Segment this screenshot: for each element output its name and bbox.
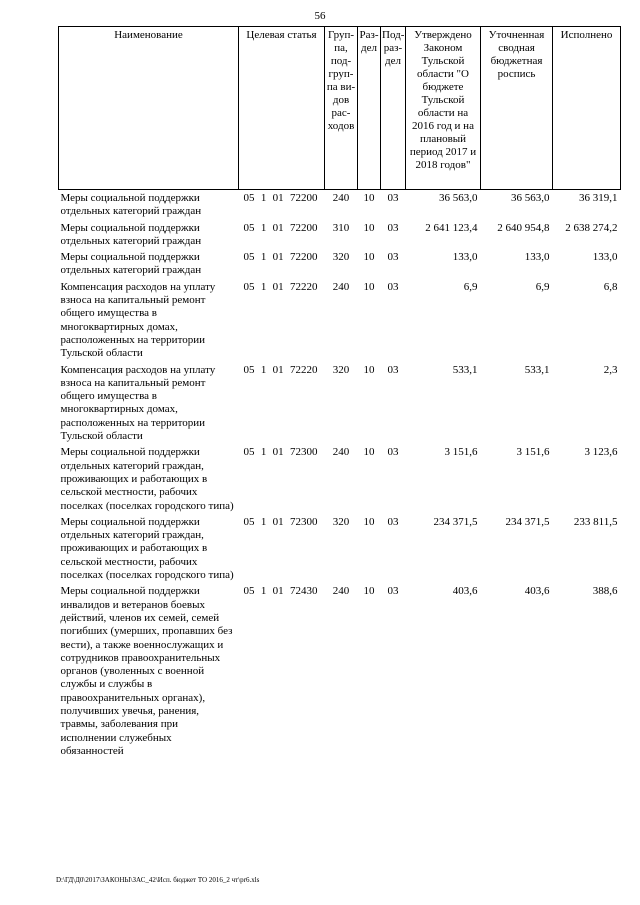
table-row	[59, 190, 621, 222]
row-approved: 533,1	[452, 363, 478, 376]
table-row	[59, 516, 621, 585]
row-subsection: 03	[387, 446, 399, 459]
row-executed: 388,6	[592, 585, 618, 598]
target-code-part: 72220	[289, 280, 318, 293]
row-group: 240	[332, 585, 350, 598]
row-refined: 533,1	[524, 363, 550, 376]
header-executed: Исполнено	[553, 27, 621, 190]
row-target	[239, 516, 325, 585]
row-target	[239, 281, 325, 364]
target-code-part: 1	[260, 446, 267, 459]
row-name: Меры социальной поддержки отдельных категорий граждан, проживающих и работающих в сельской местности, рабочих поселках (поселках городского типа)	[60, 515, 234, 582]
row-name: Меры социальной поддержки инвалидов и ветеранов боевых действий, членов их семей, семей погибших (умерших, пропавших без вести), а также военнослужащих и сотрудников правоохранительных органов (уволенных с военной службы и службы в правоохранительных органах), получивших увечья, ранения, травмы, заболевания при исполнении служебных обязанностей	[60, 585, 233, 757]
row-target	[239, 446, 325, 515]
target-code-part: 05	[243, 192, 255, 204]
row-executed: 36 319,1	[579, 192, 618, 204]
row-group: 320	[332, 363, 350, 376]
target-code-part: 05	[243, 221, 255, 234]
row-refined: 234 371,5	[505, 515, 550, 528]
row-name: Меры социальной поддержки отдельных категорий граждан	[60, 221, 202, 247]
row-subsection: 03	[387, 221, 399, 234]
row-refined: 403,6	[524, 585, 550, 598]
row-section: 10	[363, 280, 375, 293]
target-code-part: 05	[243, 515, 255, 528]
header-name: Наименование	[59, 27, 239, 190]
row-group: 240	[332, 446, 350, 459]
target-code-part: 72200	[289, 251, 318, 264]
target-code-part: 05	[243, 446, 255, 459]
row-section: 10	[363, 446, 375, 459]
target-code-part: 72430	[289, 585, 318, 598]
target-code-part: 1	[260, 363, 267, 376]
row-target	[239, 190, 325, 222]
row-executed: 6,8	[603, 280, 618, 293]
target-code-part: 1	[260, 192, 267, 204]
target-code-part: 1	[260, 585, 267, 598]
row-group: 320	[332, 515, 350, 528]
row-approved: 234 371,5	[433, 515, 478, 528]
target-code-part: 1	[260, 221, 267, 234]
target-code-part: 01	[272, 446, 284, 459]
row-approved: 2 641 123,4	[425, 221, 478, 234]
row-approved: 6,9	[463, 280, 478, 293]
row-section: 10	[363, 585, 375, 598]
row-executed: 2,3	[603, 363, 618, 376]
row-refined: 6,9	[535, 280, 550, 293]
header-subsection: Под- раз- дел	[381, 27, 406, 190]
target-code-part: 05	[243, 585, 255, 598]
table-row	[59, 446, 621, 515]
row-name: Меры социальной поддержки отдельных категорий граждан	[60, 251, 202, 277]
target-code-part: 1	[260, 515, 267, 528]
row-section: 10	[363, 221, 375, 234]
header-target: Целевая статья	[239, 27, 325, 190]
row-approved: 133,0	[452, 251, 478, 264]
row-subsection: 03	[387, 192, 399, 204]
row-group: 320	[332, 251, 350, 264]
budget-table	[58, 26, 621, 761]
target-code-part: 72200	[289, 192, 318, 204]
target-code-part: 05	[243, 363, 255, 376]
target-code-part: 05	[243, 280, 255, 293]
header-approved: Утверждено Законом Тульской области "О бюджете Тульской области на 2016 год и на плановый период 2017 и 2018 годов"	[406, 27, 481, 190]
row-name: Компенсация расходов на уплату взноса на капитальный ремонт общего имущества в многоквартирных домах, расположенных на территории Тульской области	[60, 280, 216, 360]
row-subsection: 03	[387, 585, 399, 598]
page-number: 56	[314, 10, 326, 22]
row-approved: 403,6	[452, 585, 478, 598]
row-refined: 3 151,6	[516, 446, 550, 459]
row-subsection: 03	[387, 515, 399, 528]
row-refined: 133,0	[524, 251, 550, 264]
target-code-part: 1	[260, 251, 267, 264]
header-section: Раз- дел	[358, 27, 381, 190]
target-code-part: 01	[272, 221, 284, 234]
target-code-part: 01	[272, 280, 284, 293]
target-code-part: 01	[272, 515, 284, 528]
target-code-part: 01	[272, 251, 284, 264]
target-code-part: 1	[260, 280, 267, 293]
table-row	[59, 222, 621, 252]
row-group: 240	[332, 192, 350, 204]
row-executed: 233 811,5	[573, 515, 618, 528]
table-row	[59, 364, 621, 447]
row-executed: 2 638 274,2	[565, 221, 618, 234]
file-path: D:\ГД\Д0\2017\ЗАКОНЫ\ЗАС_42\Исп. бюджет ТО 2016_2 чт\pr6.xls	[56, 876, 260, 884]
header-row	[59, 27, 621, 190]
row-section: 10	[363, 515, 375, 528]
row-name: Меры социальной поддержки отдельных категорий граждан, проживающих и работающих в сельской местности, рабочих поселках (поселках городского типа)	[60, 446, 234, 512]
target-code-part: 05	[243, 251, 255, 264]
row-target	[239, 222, 325, 252]
table-row	[59, 281, 621, 364]
row-refined: 2 640 954,8	[497, 221, 550, 234]
row-target	[239, 251, 325, 281]
target-code-part: 01	[272, 192, 284, 204]
row-executed: 133,0	[592, 251, 618, 264]
target-code-part: 72200	[289, 221, 318, 234]
row-target	[239, 364, 325, 447]
row-subsection: 03	[387, 251, 399, 264]
header-group: Груп- па, под- груп- па ви- дов рас- ходов	[325, 27, 358, 190]
target-code-part: 72300	[289, 446, 318, 459]
target-code-part: 72220	[289, 363, 318, 376]
header-refined: Уточненная сводная бюджетная роспись	[481, 27, 553, 190]
target-code-part: 01	[272, 363, 284, 376]
table-row	[59, 251, 621, 281]
row-executed: 3 123,6	[584, 446, 618, 459]
row-group: 310	[332, 221, 350, 234]
row-subsection: 03	[387, 363, 399, 376]
row-approved: 3 151,6	[444, 446, 478, 459]
target-code-part: 72300	[289, 515, 318, 528]
row-refined: 36 563,0	[511, 192, 550, 204]
row-target	[239, 585, 325, 761]
row-name: Меры социальной поддержки отдельных категорий граждан	[60, 192, 202, 218]
row-section: 10	[363, 192, 375, 204]
table-body	[59, 190, 621, 762]
row-name: Компенсация расходов на уплату взноса на капитальный ремонт общего имущества в многоквартирных домах, расположенных на территории Тульской области	[60, 363, 216, 443]
table-row	[59, 585, 621, 761]
row-subsection: 03	[387, 280, 399, 293]
row-section: 10	[363, 251, 375, 264]
target-code-part: 01	[272, 585, 284, 598]
row-group: 240	[332, 280, 350, 293]
row-section: 10	[363, 363, 375, 376]
row-approved: 36 563,0	[439, 192, 478, 204]
